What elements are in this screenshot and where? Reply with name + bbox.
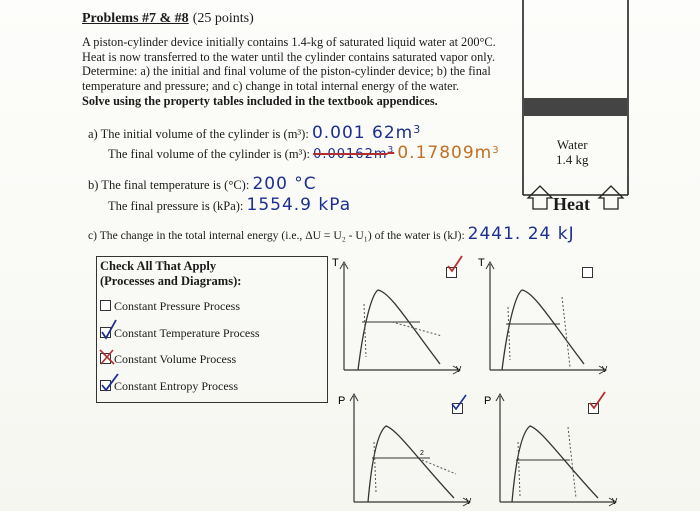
v-axis-label: V: [466, 497, 472, 506]
cross-mark-icon: [100, 350, 114, 364]
plot-pv-right-checkmark: [586, 390, 608, 412]
part-b-pressure-answer: 1554.9 kPa: [246, 195, 352, 215]
t-axis-label: T: [478, 257, 485, 269]
v-axis-label: V: [612, 497, 618, 506]
part-a-initial-row: [88, 123, 421, 143]
problem-points: (25 points): [192, 11, 254, 26]
plot-tv-left-checkmark: [444, 254, 466, 276]
checklist-item-constant-entropy[interactable]: Constant Entropy Process: [100, 379, 238, 394]
part-a-initial-label: a) The initial volume of the cylinder is (m³):: [88, 127, 309, 142]
problem-title: Problems #7 & #8: [82, 11, 189, 26]
checklist-item-constant-volume[interactable]: Constant Volume Process: [100, 352, 236, 367]
part-b-pressure-row: [108, 195, 351, 215]
part-b-temp-answer: 200 °C: [252, 174, 317, 194]
part-a-final-exp: 3: [492, 144, 500, 156]
heat-arrow-right-icon: [599, 186, 623, 209]
part-b-pressure-label: The final pressure is (kPa):: [108, 199, 244, 213]
checklist-item-constant-temperature[interactable]: Constant Temperature Process: [100, 326, 260, 341]
part-a-initial-answer: 0.001 62m: [311, 123, 414, 144]
checkmark-icon: [102, 374, 118, 390]
heat-arrow-left-icon: [528, 186, 552, 209]
part-a-final-label: The final volume of the cylinder is (m³):: [108, 147, 310, 161]
part-a-struck-answer: $0.00162m^3$: [313, 145, 395, 162]
p-axis-label: P: [484, 395, 492, 407]
part-c-label: c) The change in the total internal energy (i.e., ΔU = U₂ - U₁) of the water is (kJ):: [88, 229, 465, 242]
checkbox-empty-icon[interactable]: [582, 267, 593, 278]
part-c-row: [88, 224, 575, 244]
p-axis-label: P: [338, 395, 346, 407]
problem-statement: A piston-cylinder device initially contains 1.4-kg of saturated liquid water at 200°C. Heat is now transferred to the water until the cylinder contains saturated vapor only. Determine: a) the initial and final volume of the piston-cylinder device; b) the final temperature and pressure; and c) change in total internal energy of the water.: [82, 35, 496, 93]
checklist-ink-marks: [96, 316, 136, 396]
checkbox-empty-icon[interactable]: [100, 300, 111, 311]
plot-pv-left-checkmark: [448, 392, 470, 414]
part-b-temp-row: [88, 174, 317, 194]
problem-instruction: Solve using the property tables included in the textbook appendices.: [82, 94, 438, 108]
plot-checkbox-tv-right[interactable]: [582, 264, 596, 282]
checkmark-icon: [452, 395, 466, 409]
part-c-answer: 2441. 24 kJ: [467, 224, 575, 244]
t-axis-label: T: [332, 257, 339, 269]
plot-tv-left: [332, 257, 462, 374]
part-a-final-row: [108, 143, 500, 163]
v-axis-label: V: [602, 365, 608, 374]
checklist-title: Check All That Apply (Processes and Diagrams):: [100, 259, 242, 288]
piston: [524, 98, 627, 116]
checkmark-icon: [590, 392, 605, 408]
problem-title-row: [82, 9, 254, 27]
heat-label: Heat: [553, 194, 590, 214]
checkmark-icon: [102, 320, 116, 338]
part-b-temp-label: b) The final temperature is (°C):: [88, 178, 250, 192]
water-label: Water: [556, 137, 588, 152]
part-a-final-answer: 0.17809m: [397, 143, 493, 163]
water-label-block: [556, 137, 589, 167]
process-plots: [330, 252, 620, 508]
piston-cylinder-diagram: [508, 0, 648, 225]
mass-label: 1.4 kg: [556, 152, 589, 167]
part-a-initial-exp: 3: [413, 123, 422, 136]
v-axis-label: V: [456, 365, 462, 374]
checklist-item-constant-pressure[interactable]: Constant Pressure Process: [100, 299, 240, 314]
state-2-label: 2: [420, 450, 424, 457]
checkmark-icon: [448, 256, 462, 271]
